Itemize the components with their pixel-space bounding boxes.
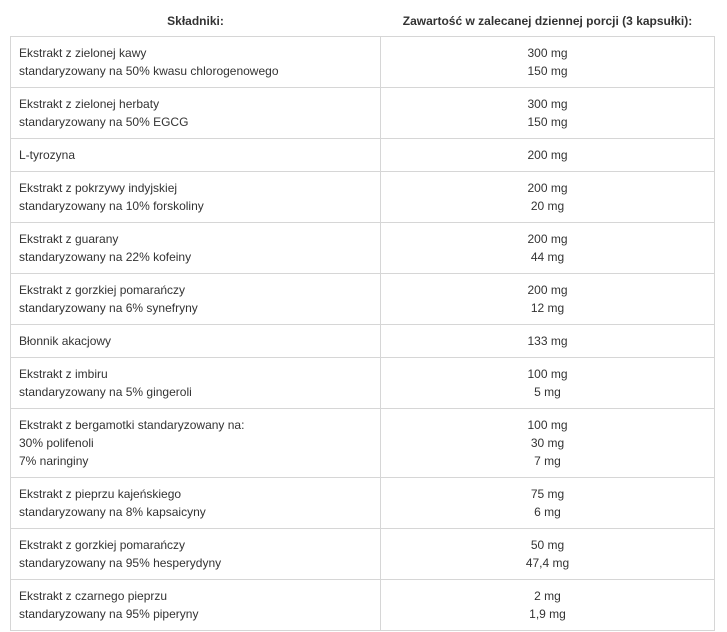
ingredient-name-cell: [11, 358, 381, 409]
ingredient-amount-cell: [381, 172, 715, 223]
ingredient-amount-line: 100 mg: [527, 418, 568, 432]
ingredient-name-line: Błonnik akacjowy: [19, 334, 112, 348]
ingredients-table: [10, 5, 715, 631]
ingredient-name-cell: [11, 37, 381, 88]
ingredient-amount-line: 200 mg: [527, 148, 568, 162]
table-row: [11, 37, 715, 88]
table-row: [11, 88, 715, 139]
ingredient-name-line: Ekstrakt z zielonej kawy: [19, 46, 147, 60]
ingredient-amount-line: 75 mg: [530, 487, 565, 501]
ingredient-amount-cell: [381, 358, 715, 409]
table-row: [11, 139, 715, 172]
header-ingredients: Składniki:: [11, 5, 381, 37]
table-row: [11, 580, 715, 631]
table-row: [11, 478, 715, 529]
table-row: [11, 274, 715, 325]
ingredient-name-cell: [11, 529, 381, 580]
table-row: [11, 325, 715, 358]
ingredient-name-line: Ekstrakt z gorzkiej pomarańczy: [19, 283, 186, 297]
ingredient-name-line: Ekstrakt z guarany: [19, 232, 119, 246]
ingredient-amount-cell: [381, 409, 715, 478]
ingredient-amount-line: 200 mg: [527, 232, 568, 246]
ingredient-amount-line: 6 mg: [534, 505, 561, 519]
ingredient-name-line: Ekstrakt z imbiru: [19, 367, 108, 381]
ingredient-name-line: 7% naringiny: [19, 454, 89, 468]
ingredient-amount-line: 20 mg: [530, 199, 565, 213]
ingredient-name-cell: [11, 580, 381, 631]
ingredient-amount-line: 133 mg: [527, 334, 568, 348]
table-row: [11, 409, 715, 478]
table-row: [11, 223, 715, 274]
ingredients-table-container: [10, 5, 715, 631]
ingredient-amount-line: 200 mg: [527, 181, 568, 195]
ingredient-name-cell: [11, 172, 381, 223]
ingredient-name-line: standaryzowany na 95% hesperydyny: [19, 556, 222, 570]
ingredient-name-line: standaryzowany na 5% gingeroli: [19, 385, 192, 399]
ingredient-amount-cell: [381, 325, 715, 358]
ingredient-amount-cell: [381, 37, 715, 88]
ingredient-amount-cell: [381, 274, 715, 325]
ingredient-name-cell: [11, 478, 381, 529]
ingredient-amount-line: 2 mg: [534, 589, 561, 603]
ingredient-name-line: standaryzowany na 95% piperyny: [19, 607, 199, 621]
ingredient-amount-line: 30 mg: [530, 436, 565, 450]
ingredient-name-line: L-tyrozyna: [19, 148, 76, 162]
table-row: [11, 529, 715, 580]
table-header-row: [11, 5, 715, 37]
ingredient-name-line: standaryzowany na 10% forskoliny: [19, 199, 204, 213]
ingredient-name-cell: [11, 139, 381, 172]
table-body: [11, 37, 715, 631]
ingredient-amount-line: 200 mg: [527, 283, 568, 297]
ingredient-name-line: standaryzowany na 50% kwasu chlorogenowego: [19, 64, 279, 78]
ingredient-amount-line: 1,9 mg: [529, 607, 566, 621]
ingredient-amount-cell: [381, 139, 715, 172]
ingredient-name-line: Ekstrakt z pieprzu kajeńskiego: [19, 487, 182, 501]
ingredient-amount-cell: [381, 478, 715, 529]
ingredient-name-line: Ekstrakt z gorzkiej pomarańczy: [19, 538, 186, 552]
ingredient-amount-line: 150 mg: [527, 115, 568, 129]
ingredient-name-line: Ekstrakt z czarnego pieprzu: [19, 589, 168, 603]
ingredient-name-cell: [11, 88, 381, 139]
table-row: [11, 358, 715, 409]
ingredient-name-line: Ekstrakt z bergamotki standaryzowany na:: [19, 418, 245, 432]
ingredient-amount-cell: [381, 580, 715, 631]
table-row: [11, 172, 715, 223]
ingredient-amount-line: 5 mg: [534, 385, 561, 399]
ingredient-name-line: standaryzowany na 6% synefryny: [19, 301, 198, 315]
ingredient-name-line: Ekstrakt z zielonej herbaty: [19, 97, 160, 111]
ingredient-amount-line: 47,4 mg: [525, 556, 570, 570]
ingredient-name-line: 30% polifenoli: [19, 436, 94, 450]
ingredient-amount-line: 12 mg: [530, 301, 565, 315]
ingredient-amount-line: 300 mg: [527, 46, 568, 60]
ingredient-amount-line: 150 mg: [527, 64, 568, 78]
ingredient-name-line: standaryzowany na 8% kapsaicyny: [19, 505, 206, 519]
ingredient-amount-line: 300 mg: [527, 97, 568, 111]
ingredient-amount-line: 44 mg: [530, 250, 565, 264]
ingredient-name-line: standaryzowany na 50% EGCG: [19, 115, 189, 129]
ingredient-amount-line: 7 mg: [534, 454, 561, 468]
ingredient-name-cell: [11, 223, 381, 274]
ingredient-amount-cell: [381, 88, 715, 139]
ingredient-name-line: Ekstrakt z pokrzywy indyjskiej: [19, 181, 178, 195]
ingredient-amount-line: 50 mg: [530, 538, 565, 552]
ingredient-amount-cell: [381, 223, 715, 274]
ingredient-amount-cell: [381, 529, 715, 580]
header-amount: Zawartość w zalecanej dziennej porcji (3 kapsułki):: [381, 5, 715, 37]
ingredient-name-cell: [11, 409, 381, 478]
ingredient-amount-line: 100 mg: [527, 367, 568, 381]
ingredient-name-cell: [11, 274, 381, 325]
ingredient-name-line: standaryzowany na 22% kofeiny: [19, 250, 192, 264]
ingredient-name-cell: [11, 325, 381, 358]
